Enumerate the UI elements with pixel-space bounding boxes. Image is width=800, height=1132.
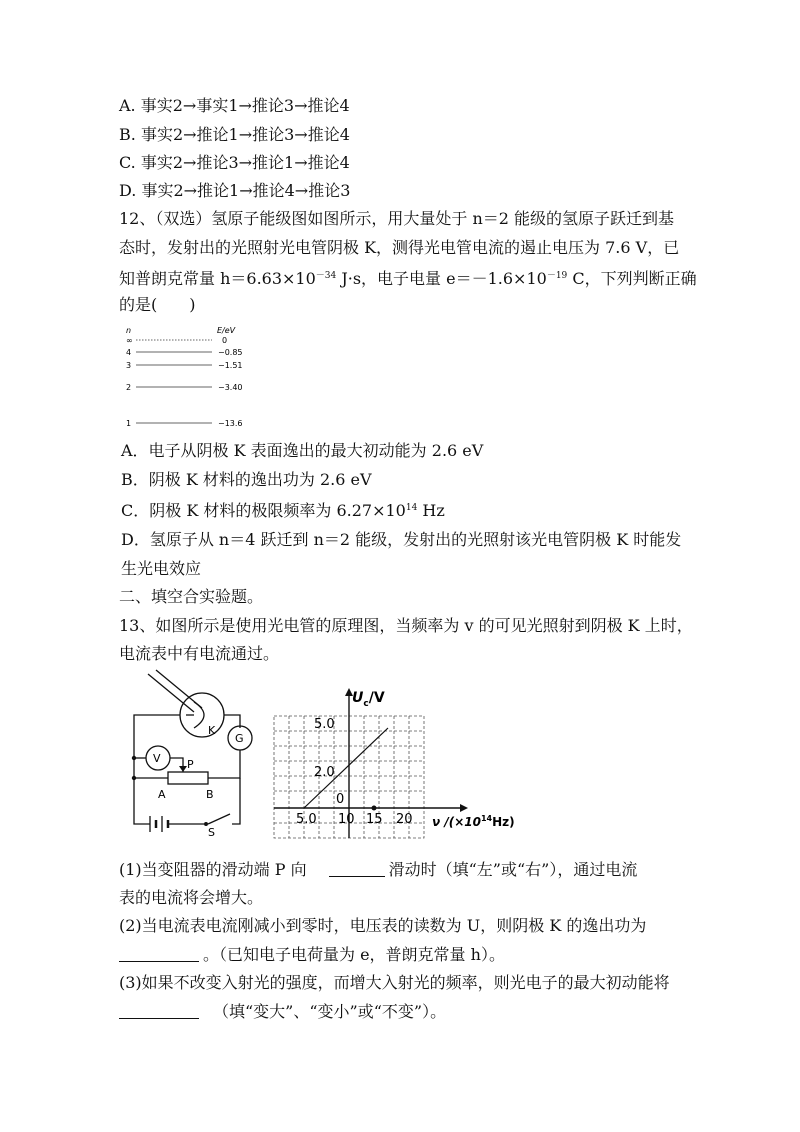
level-n: 2 bbox=[126, 383, 132, 392]
label-a: A bbox=[158, 788, 166, 801]
q12-option-c bbox=[121, 498, 445, 521]
option-letter: B. bbox=[119, 125, 136, 144]
option-text: 事实2→推论3→推论1→推论4 bbox=[140, 153, 350, 172]
x-label-exp: 14 bbox=[480, 814, 493, 823]
q11-option-b bbox=[119, 125, 350, 145]
light-ray bbox=[148, 674, 194, 712]
q12-stem-line2: 态时，发射出的光照射光电管阴极 K，测得光电管电流的遏止电压为 7.6 V，已 bbox=[119, 238, 680, 257]
level-n: 3 bbox=[126, 361, 132, 370]
y-tick: 5.0 bbox=[314, 717, 335, 732]
q11-option-a bbox=[119, 96, 350, 116]
level-e: −3.40 bbox=[218, 383, 243, 392]
level-e: −1.51 bbox=[218, 361, 243, 370]
x-tick: 20 bbox=[396, 812, 413, 827]
option-text: C．阴极 K 材料的极限频率为 6.27×10 bbox=[121, 501, 406, 520]
x-label-unit: Hz) bbox=[492, 815, 515, 829]
wire bbox=[232, 778, 240, 824]
energy-level-diagram bbox=[122, 325, 262, 431]
y-tick: 0 bbox=[336, 792, 345, 807]
q13-sub3-line2 bbox=[119, 1002, 446, 1022]
switch-arm bbox=[208, 814, 230, 824]
sub-text: 。（已知电子电荷量为 e，普朗克常量 h）。 bbox=[203, 945, 505, 964]
photocell-circuit-diagram bbox=[128, 668, 268, 840]
wire bbox=[208, 750, 240, 778]
level-e: −13.6 bbox=[218, 419, 243, 428]
q13-stem-line2: 电流表中有电流通过。 bbox=[119, 644, 280, 663]
option-text: Hz bbox=[417, 501, 445, 520]
q12-option-a: A．电子从阴极 K 表面逸出的最大初动能为 2.6 eV bbox=[121, 441, 484, 460]
q13-sub2-line1: (2)当电流表电流刚减小到零时，电压表的读数为 U，则阴极 K 的逸出功为 bbox=[119, 916, 647, 935]
rheostat bbox=[168, 772, 208, 784]
option-letter: D. bbox=[119, 181, 137, 200]
x-axis-arrow bbox=[460, 804, 468, 812]
y-axis-label bbox=[352, 690, 385, 709]
y-label-main: U bbox=[352, 690, 364, 706]
q13-sub1-line1 bbox=[119, 860, 637, 880]
exponent: 14 bbox=[405, 503, 418, 513]
answer-blank-2[interactable] bbox=[119, 945, 199, 962]
q12-stem-line3 bbox=[119, 266, 697, 289]
q12-option-d-line2: 生光电效应 bbox=[121, 559, 202, 578]
sub-text: （填“变大”、“变小”或“不变”）。 bbox=[213, 1002, 447, 1021]
wire bbox=[134, 818, 150, 824]
stem-text: C，下列判断正确 bbox=[567, 269, 697, 288]
option-letter: C. bbox=[119, 153, 136, 172]
label-b: B bbox=[206, 788, 214, 801]
e-header: E/eV bbox=[217, 326, 236, 335]
q13-sub3-line1: (3)如果不改变入射光的强度，而增大入射光的频率，则光电子的最大初动能将 bbox=[119, 973, 670, 992]
data-point bbox=[372, 806, 377, 811]
y-label-unit: /V bbox=[368, 690, 385, 706]
x-axis-label bbox=[432, 814, 515, 829]
label-g: G bbox=[235, 732, 244, 745]
option-text: 事实2→事实1→推论3→推论4 bbox=[140, 96, 350, 115]
x-tick: 5.0 bbox=[296, 812, 317, 827]
wire bbox=[170, 758, 183, 772]
label-v: V bbox=[153, 752, 161, 765]
sub-text: (1)当变阻器的滑动端 P 向 bbox=[119, 860, 307, 879]
q12-option-d-line1: D．氢原子从 n＝4 跃迁到 n＝2 能级，发射出的光照射该光电管阴极 K 时能发 bbox=[121, 530, 682, 549]
label-s: S bbox=[208, 826, 215, 839]
level-n: 4 bbox=[126, 348, 132, 357]
level-n: 1 bbox=[126, 419, 132, 428]
n-header: n bbox=[126, 326, 132, 335]
x-label-main: ν /(×10 bbox=[432, 815, 481, 829]
q13-sub1-line2: 表的电流将会增大。 bbox=[119, 888, 264, 907]
q13-sub2-line2 bbox=[119, 945, 505, 965]
y-label-sub: c bbox=[363, 699, 369, 709]
slider-arrow bbox=[179, 766, 187, 772]
level-e: 0 bbox=[222, 336, 228, 345]
label-k: K bbox=[208, 724, 216, 737]
q11-option-c bbox=[119, 153, 350, 173]
cathode bbox=[194, 702, 204, 728]
stopping-voltage-graph bbox=[266, 686, 526, 842]
q12-stem-line4: 的是( ) bbox=[119, 295, 196, 314]
y-tick: 2.0 bbox=[314, 765, 335, 780]
option-text: 事实2→推论1→推论4→推论3 bbox=[141, 181, 351, 200]
stem-text: J·s，电子电量 e＝－1.6×10 bbox=[336, 269, 547, 288]
label-p: P bbox=[187, 758, 194, 771]
q11-option-d bbox=[119, 181, 350, 201]
answer-blank-1[interactable] bbox=[329, 860, 385, 877]
x-tick: 10 bbox=[338, 812, 355, 827]
stem-text: 知普朗克常量 h＝6.63×10 bbox=[119, 269, 316, 288]
section-heading: 二、填空合实验题。 bbox=[119, 587, 264, 606]
junction bbox=[132, 756, 136, 760]
answer-blank-3[interactable] bbox=[119, 1002, 199, 1019]
q13-stem-line1: 13、如图所示是使用光电管的原理图，当频率为 v 的可见光照射到阴极 K 上时， bbox=[119, 616, 693, 635]
sub-text: 滑动时（填“左”或“右”），通过电流 bbox=[388, 860, 638, 879]
option-letter: A. bbox=[119, 96, 136, 115]
junction bbox=[132, 776, 136, 780]
x-tick: 15 bbox=[366, 812, 383, 827]
exponent: －34 bbox=[315, 271, 337, 281]
option-text: 事实2→推论1→推论3→推论4 bbox=[140, 125, 350, 144]
level-n: ∞ bbox=[126, 336, 133, 345]
q12-option-b: B．阴极 K 材料的逸出功为 2.6 eV bbox=[121, 470, 372, 489]
level-e: −0.85 bbox=[218, 348, 243, 357]
wire bbox=[134, 715, 180, 818]
exponent: －19 bbox=[546, 271, 568, 281]
q12-stem-line1: 12、（双选）氢原子能级图如图所示，用大量处于 n＝2 能级的氢原子跃迁到基 bbox=[119, 209, 675, 228]
